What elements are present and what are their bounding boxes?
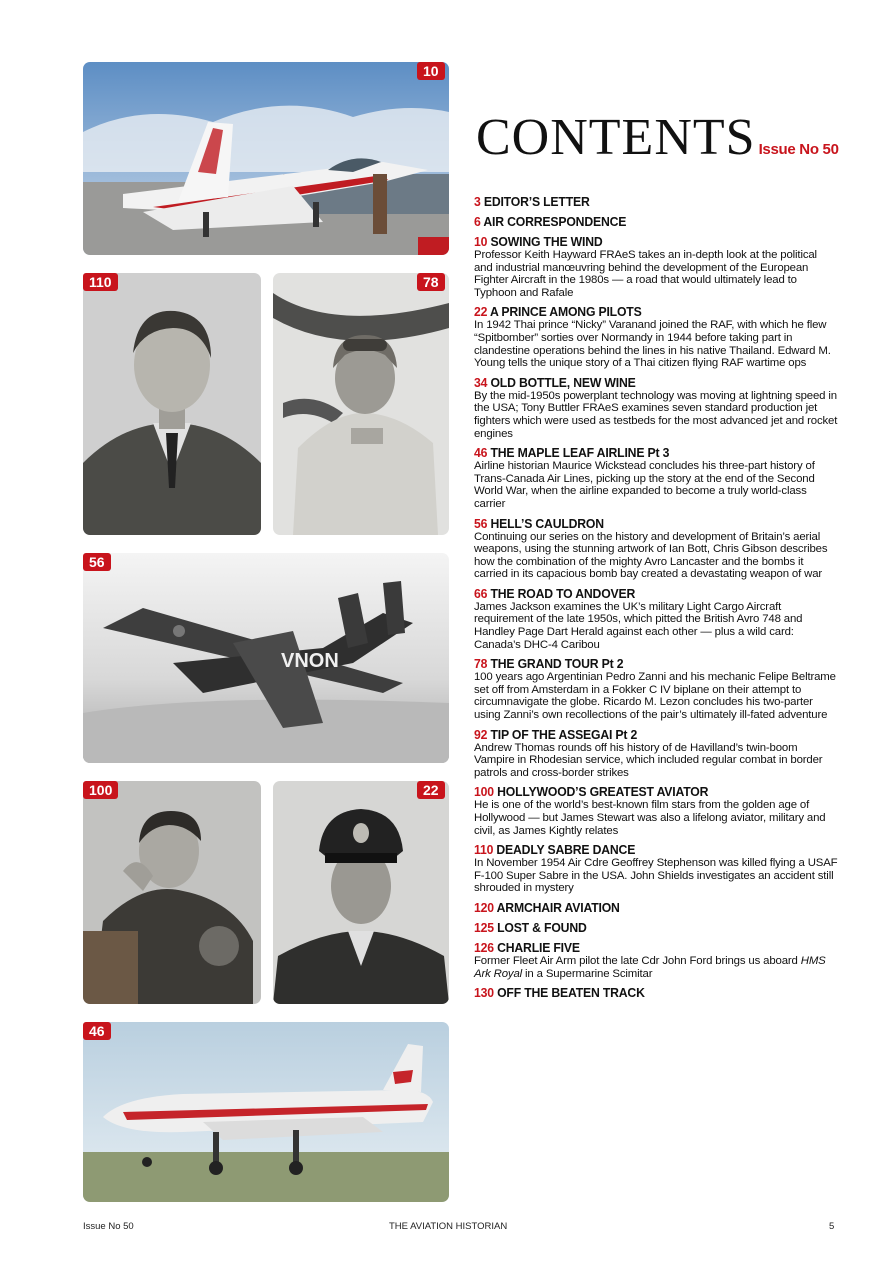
- contents-header: [476, 108, 839, 167]
- entry-title: A PRINCE AMONG PILOTS: [490, 304, 642, 320]
- entry-page-number: 92: [474, 726, 488, 742]
- entry-heading: [474, 727, 809, 742]
- footer-issue: Issue No 50: [83, 1221, 134, 1232]
- footer-page-number: 5: [829, 1221, 835, 1232]
- entry-title: HELL’S CAULDRON: [490, 515, 604, 531]
- contents-entry[interactable]: [474, 920, 838, 935]
- entry-page-number: 110: [474, 842, 494, 858]
- entry-title: HOLLYWOOD’S GREATEST AVIATOR: [497, 784, 709, 800]
- contents-entry[interactable]: [474, 900, 838, 915]
- entry-title: THE GRAND TOUR Pt 2: [490, 656, 624, 672]
- entry-description: 100 years ago Argentinian Pedro Zanni and his mechanic Felipe Beltrame set off from Amsterdam in a Fokker C IV biplane on their attempt to circumnavigate the globe. Ricardo M. Lezon concludes his two-parter using Zanni’s own recollections of the pair’s ultimately ill-fated adventure: [474, 671, 836, 722]
- entry-title: SOWING THE WIND: [490, 234, 603, 249]
- entry-page-number: 10: [474, 234, 488, 249]
- entry-title: TIP OF THE ASSEGAI Pt 2: [490, 726, 638, 742]
- contents-entry[interactable]: [474, 727, 838, 780]
- entry-heading: [474, 656, 809, 671]
- entry-heading: [474, 586, 809, 601]
- entry-description: By the mid-1950s powerplant technology was moving at lightning speed in the USA; Tony Buttler FRAeS examines seven standard production jet fighters which were used as testbeds for the most advanced jet and rocket engines: [474, 389, 838, 440]
- entry-page-number: 78: [474, 656, 488, 672]
- entry-description: Continuing our series on the history and development of Britain’s aerial weapons, using the stunning artwork of Ian Bott, Chris Gibson describes how the combination of the mighty Avro Lancaster and the bombs it carried in its capacious bomb bay created a devastating weapon of war: [474, 530, 828, 581]
- entry-heading: [474, 940, 809, 955]
- entry-heading: [474, 445, 809, 460]
- contents-list: [474, 194, 838, 1005]
- contents-entry[interactable]: [474, 586, 838, 651]
- entry-title: OFF THE BEATEN TRACK: [497, 985, 645, 1001]
- photo-badge: 56: [83, 553, 111, 571]
- entry-page-number: 46: [474, 445, 488, 461]
- entry-heading: [474, 900, 809, 915]
- entry-title: OLD BOTTLE, NEW WINE: [490, 374, 636, 390]
- contents-entry[interactable]: [474, 375, 838, 440]
- photo-badge: 100: [83, 781, 118, 799]
- contents-entry[interactable]: [474, 445, 838, 510]
- entry-description: Former Fleet Air Arm pilot the late Cdr John Ford brings us aboard HMS Ark Royal in a Supermarine Scimitar: [474, 954, 826, 980]
- photo-james-stewart: [83, 781, 261, 1004]
- entry-heading: [474, 214, 809, 229]
- entry-page-number: 6: [474, 214, 481, 229]
- entry-title: DEADLY SABRE DANCE: [496, 842, 636, 858]
- entry-page-number: 130: [474, 985, 494, 1001]
- entry-title: ARMCHAIR AVIATION: [496, 899, 620, 915]
- photo-jet-mockup: [83, 62, 449, 255]
- footer-magazine-name: THE AVIATION HISTORIAN: [389, 1221, 508, 1232]
- entry-title: EDITOR’S LETTER: [483, 194, 590, 209]
- entry-heading: [474, 920, 809, 935]
- entry-description: In November 1954 Air Cdre Geoffrey Stephenson was killed flying a USAF F-100 Super Sabre in the USA. John Shields investigates an accident still shrouded in mystery: [474, 857, 838, 895]
- entry-page-number: 120: [474, 899, 494, 915]
- entry-heading: [474, 516, 809, 531]
- photo-badge: 22: [417, 781, 445, 799]
- entry-title: THE MAPLE LEAF AIRLINE Pt 3: [490, 445, 670, 461]
- entry-page-number: 100: [474, 784, 494, 800]
- entry-title: CHARLIE FIVE: [497, 939, 580, 955]
- contents-entry[interactable]: [474, 214, 838, 229]
- entry-page-number: 22: [474, 304, 488, 320]
- page-title: CONTENTS: [476, 109, 756, 166]
- entry-title: AIR CORRESPONDENCE: [483, 214, 627, 229]
- contents-entry[interactable]: [474, 940, 838, 980]
- photo-badge: 78: [417, 273, 445, 291]
- entry-heading: [474, 234, 809, 249]
- contents-entry[interactable]: [474, 842, 838, 895]
- entry-description: In 1942 Thai prince “Nicky” Varanand joined the RAF, with which he flew “Spitbomber” sorties over Normandy in 1944 before taking part in clandestine operations behind the lines in his native Thailand. Edward M. Young tells the unique story of a Thai citizen flying RAF wartime ops: [474, 319, 831, 370]
- contents-entry[interactable]: [474, 516, 838, 581]
- svg-text:VNON: VNON: [281, 650, 339, 672]
- photo-aviator-propeller: [273, 273, 449, 535]
- contents-entry[interactable]: [474, 656, 838, 721]
- entry-title: THE ROAD TO ANDOVER: [490, 585, 636, 601]
- issue-label: Issue No 50: [758, 141, 839, 158]
- photo-badge: 10: [417, 62, 445, 80]
- photo-raf-officer: [83, 273, 261, 535]
- entry-page-number: 126: [474, 939, 494, 955]
- entry-page-number: 56: [474, 515, 488, 531]
- entry-page-number: 66: [474, 585, 488, 601]
- entry-heading: [474, 194, 809, 209]
- contents-entry[interactable]: [474, 784, 838, 837]
- contents-entry[interactable]: [474, 234, 838, 299]
- entry-description: James Jackson examines the UK’s military Light Cargo Aircraft requirement of the late 1950s, which pitted the British Avro 748 and Handley Page Dart Herald against each other — plus a wild card: Canada’s DHC-4 Caribou: [474, 600, 803, 651]
- entry-page-number: 3: [474, 194, 481, 209]
- entry-page-number: 125: [474, 919, 494, 935]
- entry-title: LOST & FOUND: [497, 919, 587, 935]
- contents-entry[interactable]: [474, 194, 838, 209]
- entry-heading: [474, 784, 809, 799]
- entry-description: He is one of the world’s best-known film stars from the golden age of Hollywood — but James Stewart was also a lifelong aviator, military and civil, as James Kightly relates: [474, 799, 826, 837]
- contents-entry[interactable]: [474, 985, 838, 1000]
- photo-lancaster: [83, 553, 449, 763]
- entry-heading: [474, 842, 809, 857]
- photo-badge: 46: [83, 1022, 111, 1040]
- contents-entry[interactable]: [474, 304, 838, 369]
- entry-description: Professor Keith Hayward FRAeS takes an in-depth look at the political and industrial manœuvring behind the development of the European Fighter Aircraft in the 1980s — a road that would ultimately lead to Typhoon and Rafale: [474, 249, 817, 299]
- photo-thai-pilot: [273, 781, 449, 1004]
- entry-heading: [474, 375, 809, 390]
- entry-description: Airline historian Maurice Wickstead concludes his three-part history of Trans-Canada Air Lines, picking up the story at the end of the Second World War, when the airline expanded to become a truly world-class carrier: [474, 460, 815, 510]
- entry-heading: [474, 304, 809, 319]
- photo-trans-canada-airliner: [83, 1022, 449, 1202]
- entry-page-number: 34: [474, 374, 488, 390]
- photo-badge: 110: [83, 273, 118, 291]
- entry-heading: [474, 985, 809, 1000]
- entry-description: Andrew Thomas rounds off his history of de Havilland’s twin-boom Vampire in Rhodesian service, which included regular combat in border patrols and cross-border strikes: [474, 741, 823, 779]
